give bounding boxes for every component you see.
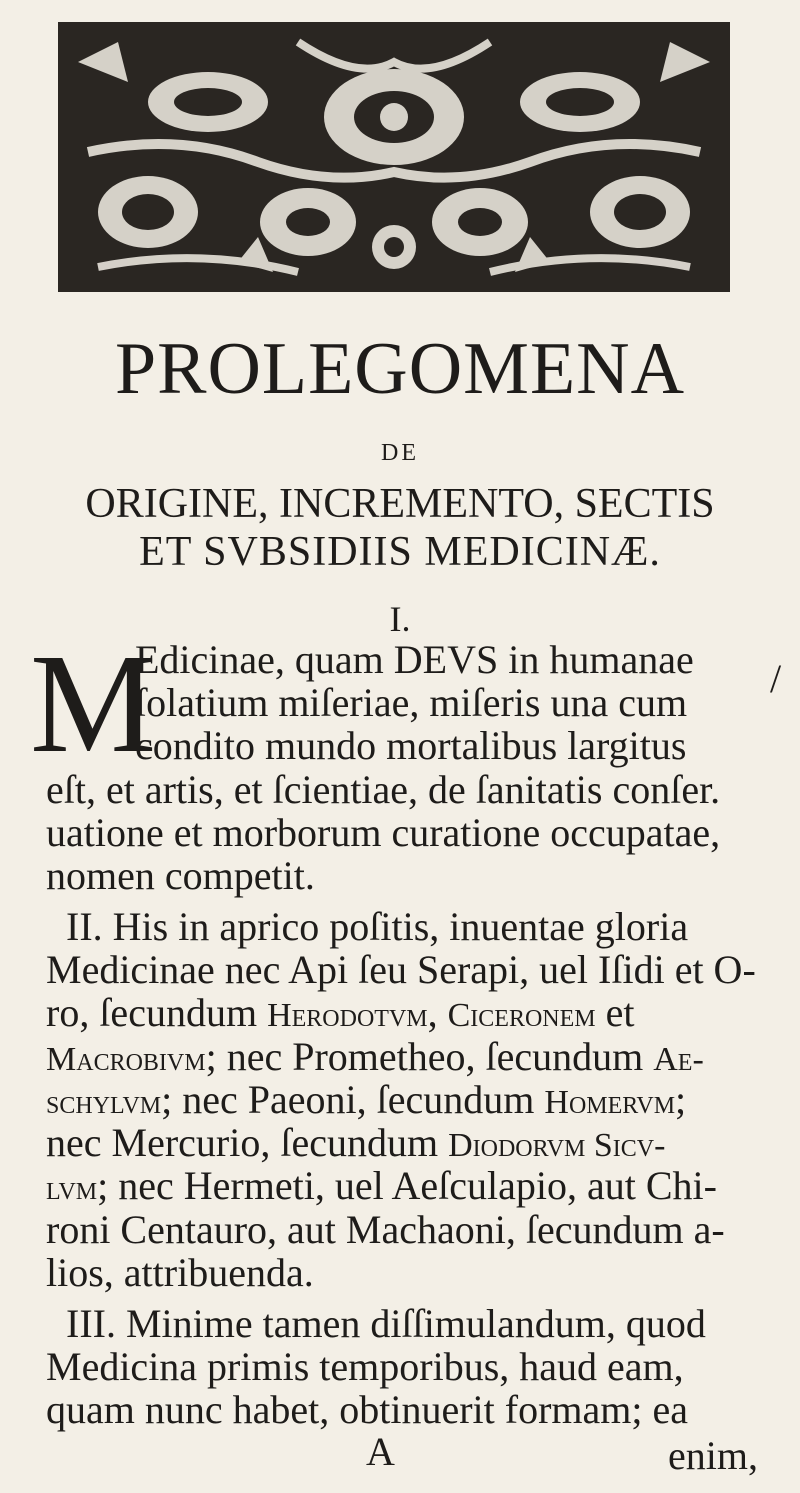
text-line: roni Centauro, aut Machaoni, ſecundum a- xyxy=(46,1207,725,1252)
text-run: ; nec Paeoni, ſecundum xyxy=(161,1077,545,1122)
author-name: Macrobivm xyxy=(46,1041,206,1078)
text-line: quam nunc habet, obtinuerit formam; ea xyxy=(46,1387,689,1432)
section-number: I. xyxy=(389,599,411,639)
subtitle-line-1: ORIGINE, INCREMENTO, SECTIS xyxy=(85,481,715,527)
text-run: ro, ſecundum xyxy=(46,990,268,1035)
page-title: PROLEGOMENA xyxy=(114,328,686,410)
text-run: et xyxy=(595,990,635,1035)
text-line: uatione et morborum curatione occupatae, xyxy=(46,810,721,855)
author-name: Homervm xyxy=(544,1084,676,1121)
text-line xyxy=(46,1163,717,1208)
text-line xyxy=(46,1077,687,1122)
author-name: Ciceronem xyxy=(447,997,596,1034)
author-name: schylvm xyxy=(46,1084,162,1121)
text-line: Medicinae nec Api ſeu Serapi, uel Iſidi et O- xyxy=(46,947,756,992)
text-line: condito mundo mortalibus largitus xyxy=(135,723,687,768)
text-line: eſt, et artis, et ſcientiae, de ſanitatis conſer. xyxy=(46,767,721,812)
text-line: Medicina primis temporibus, haud eam, xyxy=(46,1344,684,1389)
text-line xyxy=(46,1120,666,1165)
drop-cap: M xyxy=(30,624,157,782)
text-line: II. His in aprico poſitis, inuentae gloria xyxy=(66,904,689,949)
text-run: nec Mercurio, ſecundum xyxy=(46,1120,449,1165)
text-line: III. Minime tamen diſſimulandum, quod xyxy=(66,1301,706,1346)
text-line: Edicinae, quam DEVS in humanae xyxy=(135,637,694,682)
text-run: ; nec Hermeti, uel Aeſculapio, aut Chi- xyxy=(97,1163,717,1208)
floral-headpiece-ornament xyxy=(58,22,730,292)
title-preposition: DE xyxy=(381,440,419,466)
text-run: ; nec Prometheo, ſecundum xyxy=(205,1034,654,1079)
author-name: lvm xyxy=(46,1170,98,1207)
text-line xyxy=(46,990,635,1035)
text-line xyxy=(46,1034,704,1079)
subtitle-line-2: ET SVBSIDIIS MEDICINÆ. xyxy=(139,529,661,575)
text-run: ; xyxy=(675,1077,687,1122)
signature-mark: A xyxy=(366,1429,395,1474)
text-line: lios, attribuenda. xyxy=(46,1250,314,1295)
text-line: ſolatium miſeriae, miſeris una cum xyxy=(135,680,688,725)
author-name: Herodotvm xyxy=(267,997,428,1034)
text-line: nomen competit. xyxy=(46,853,315,898)
author-name: Diodorvm Sicv- xyxy=(448,1127,666,1164)
catchword: enim, xyxy=(668,1433,758,1478)
text-run: , xyxy=(427,990,448,1035)
author-name: Ae- xyxy=(653,1041,704,1078)
margin-mark: / xyxy=(770,656,782,701)
